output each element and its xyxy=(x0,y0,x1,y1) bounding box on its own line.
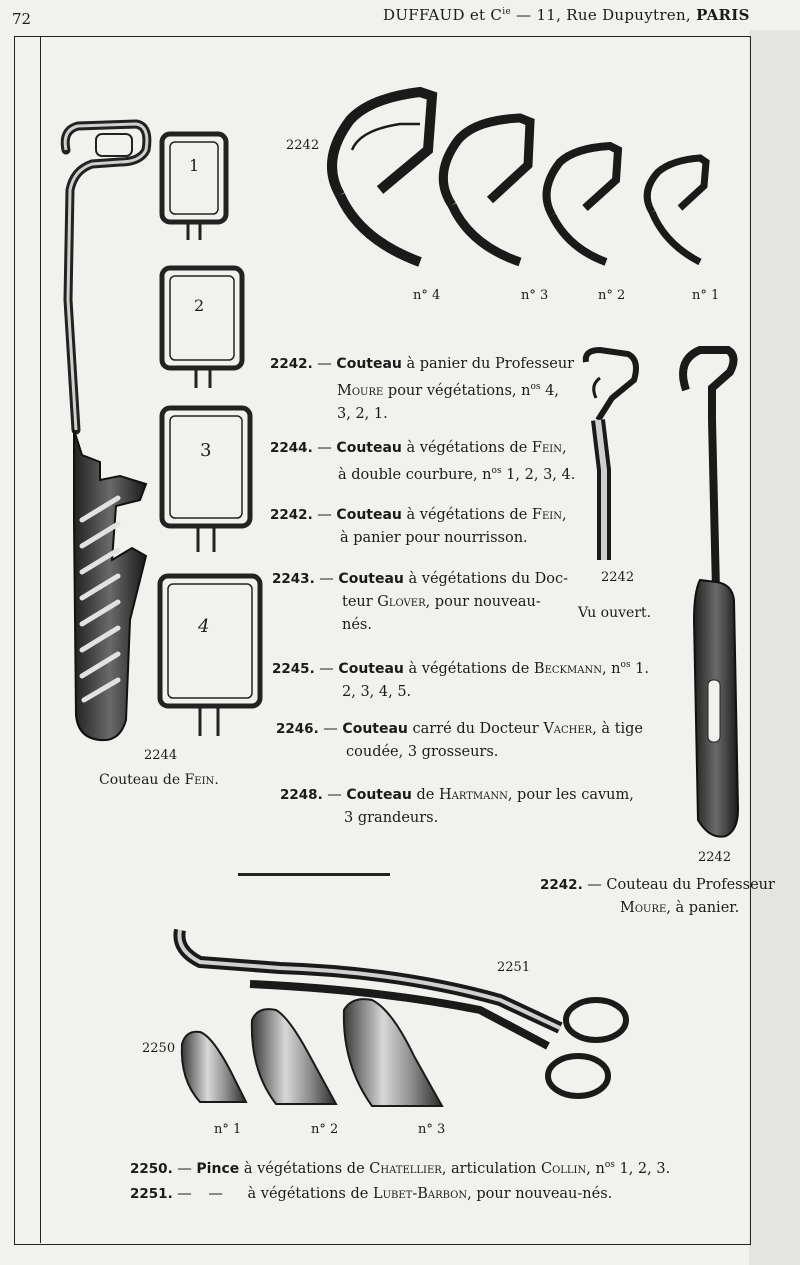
fein-blade-sizes xyxy=(160,134,260,736)
entry-dash: — xyxy=(314,571,339,587)
entry-keyword: Couteau xyxy=(338,660,404,677)
catalog-entry xyxy=(270,504,567,550)
entry-text: à végétations de xyxy=(242,1186,373,1202)
open-knife-illustration xyxy=(586,350,636,560)
chatellier-blades-illustration xyxy=(182,999,442,1106)
entry-text: , pour nouveau- xyxy=(425,594,541,610)
entry-keyword: Couteau xyxy=(346,787,412,803)
entry-text: , pour nouveau-nés. xyxy=(467,1186,613,1202)
catalog-entry xyxy=(276,718,643,764)
entry-dash: — xyxy=(318,721,343,737)
entry-text: à double courbure, n xyxy=(338,466,492,483)
entry-dash: — xyxy=(172,1160,197,1177)
entry-text: pour végétations, n xyxy=(383,382,531,399)
pince-2250-ref-label: 2250 xyxy=(142,1041,176,1056)
entry-text: teur xyxy=(342,594,378,610)
entry-keyword: Couteau xyxy=(338,571,404,587)
moure-right-knife-illustration xyxy=(683,350,738,837)
entry-sup: os xyxy=(491,466,502,476)
entry-text: carré du Docteur xyxy=(407,721,544,737)
catalog-entry xyxy=(270,353,574,426)
moure-size-3: n° 3 xyxy=(521,288,549,303)
entry-dash: — xyxy=(312,356,337,372)
catalog-entry xyxy=(130,1183,612,1206)
entry-name: Glover xyxy=(377,594,426,610)
entry-keyword: Couteau xyxy=(336,440,402,456)
pince-size-2: n° 2 xyxy=(311,1122,339,1137)
entry-text: , xyxy=(561,507,567,523)
moure-knives-illustration xyxy=(332,92,706,262)
pince-2251-ref-label: 2251 xyxy=(497,960,531,975)
entry-text: 4, xyxy=(540,382,559,399)
entry-number: 2251. xyxy=(130,1186,173,1202)
entry-text: , articulation xyxy=(441,1160,541,1177)
entry-dash: — xyxy=(172,1186,197,1202)
entry-name: Hartmann xyxy=(438,787,508,803)
entry-name: Chatellier xyxy=(369,1160,442,1177)
publisher-name: DUFFAUD et C xyxy=(383,6,503,24)
entry-text: à végétations de xyxy=(401,440,532,456)
section-divider xyxy=(238,873,390,876)
entry-text: 3 grandeurs. xyxy=(344,810,439,826)
catalog-entry xyxy=(540,874,775,920)
entry-number: 2242. xyxy=(270,356,313,372)
entry-text: 1. xyxy=(630,660,650,677)
fein-knife-illustration xyxy=(65,124,147,740)
open-caption: Vu ouvert. xyxy=(578,605,652,621)
entry-dash: — xyxy=(322,787,347,803)
catalog-entry xyxy=(130,1154,670,1181)
entry-text: 3, 2, 1. xyxy=(337,405,388,422)
entry-text: , à panier. xyxy=(666,900,740,916)
entry-text: de xyxy=(411,787,439,803)
entry-text: , xyxy=(561,440,567,456)
page-number: 72 xyxy=(12,10,32,28)
entry-text: , n xyxy=(601,660,621,677)
fein-caption-name: Fein xyxy=(184,772,215,788)
entry-text: à panier pour nourrisson. xyxy=(340,530,528,546)
entry-text: à végétations de xyxy=(401,507,532,523)
entry-text: , pour les cavum, xyxy=(507,787,634,803)
pince-size-1: n° 1 xyxy=(214,1122,242,1137)
entry-keyword: Couteau xyxy=(342,721,408,737)
entry-sup: os xyxy=(620,660,631,670)
entry-dash: — xyxy=(582,877,607,893)
publisher-address: — 11, Rue Dupuytren, xyxy=(511,6,697,24)
catalog-entry xyxy=(270,437,575,487)
moure-size-4: n° 4 xyxy=(413,288,441,303)
entry-text: 1, 2, 3, 4. xyxy=(501,466,576,483)
entry-number: 2248. xyxy=(280,787,323,803)
entry-text: coudée, 3 grosseurs. xyxy=(346,744,499,760)
entry-number: 2243. xyxy=(272,571,315,587)
entry-sup: os xyxy=(530,382,541,392)
moure-ref-label: 2242 xyxy=(286,138,320,153)
entry-number: 2244. xyxy=(270,440,313,456)
open-ref-label: 2242 xyxy=(601,570,635,585)
entry-text: à panier du Professeur xyxy=(401,356,575,372)
catalog-entry xyxy=(272,568,572,637)
entry-text: 1, 2, 3. xyxy=(614,1160,671,1177)
fein-caption-text: Couteau de xyxy=(99,772,185,788)
moure-size-1: n° 1 xyxy=(692,288,720,303)
fein-caption-end: . xyxy=(214,772,219,788)
entry-text: , n xyxy=(586,1160,605,1177)
publisher-city: PARIS xyxy=(696,6,750,24)
entry-dash: — xyxy=(208,1186,223,1202)
entry-keyword: Pince xyxy=(196,1160,240,1177)
right-knife-ref-label: 2242 xyxy=(698,850,732,865)
entry-name: Fein xyxy=(531,440,562,456)
moure-size-2: n° 2 xyxy=(598,288,626,303)
entry-text: nés. xyxy=(342,617,372,633)
entry-number: 2242. xyxy=(270,507,313,523)
entry-keyword: Couteau xyxy=(336,507,402,523)
size-label-4: 4 xyxy=(198,616,210,637)
entry-name: Moure xyxy=(337,382,384,399)
publisher-sup: ie xyxy=(502,7,512,17)
entry-sup: os xyxy=(604,1160,615,1170)
entry-text: Couteau du Professeur xyxy=(606,877,775,893)
entry-text: à végétations de xyxy=(403,660,534,677)
entry-number: 2242. xyxy=(540,877,583,893)
size-label-1: 1 xyxy=(189,156,200,175)
entry-text: à végétations du Doc- xyxy=(403,571,569,587)
entry-text: , à tige xyxy=(592,721,644,737)
entry-name: Fein xyxy=(531,507,562,523)
entry-name: Moure xyxy=(620,900,667,916)
entry-number: 2246. xyxy=(276,721,319,737)
entry-name: Lubet-Barbon xyxy=(372,1186,468,1202)
entry-text: à végétations de xyxy=(239,1160,370,1177)
catalog-entry xyxy=(280,784,634,830)
entry-name: Collin xyxy=(540,1160,587,1177)
entry-name: Beckmann xyxy=(533,660,602,677)
size-label-2: 2 xyxy=(194,296,205,315)
entry-number: 2245. xyxy=(272,660,315,677)
entry-number: 2250. xyxy=(130,1160,173,1177)
catalog-entry xyxy=(272,654,649,704)
entry-dash: — xyxy=(312,440,337,456)
fein-ref-label: 2244 xyxy=(144,748,178,763)
entry-dash: — xyxy=(314,660,339,677)
entry-name: Vacher xyxy=(543,721,593,737)
pince-size-3: n° 3 xyxy=(418,1122,446,1137)
entry-dash: — xyxy=(312,507,337,523)
fein-caption xyxy=(99,772,219,788)
size-label-3: 3 xyxy=(200,440,212,461)
entry-keyword: Couteau xyxy=(336,356,402,372)
entry-text: 2, 3, 4, 5. xyxy=(342,683,412,700)
